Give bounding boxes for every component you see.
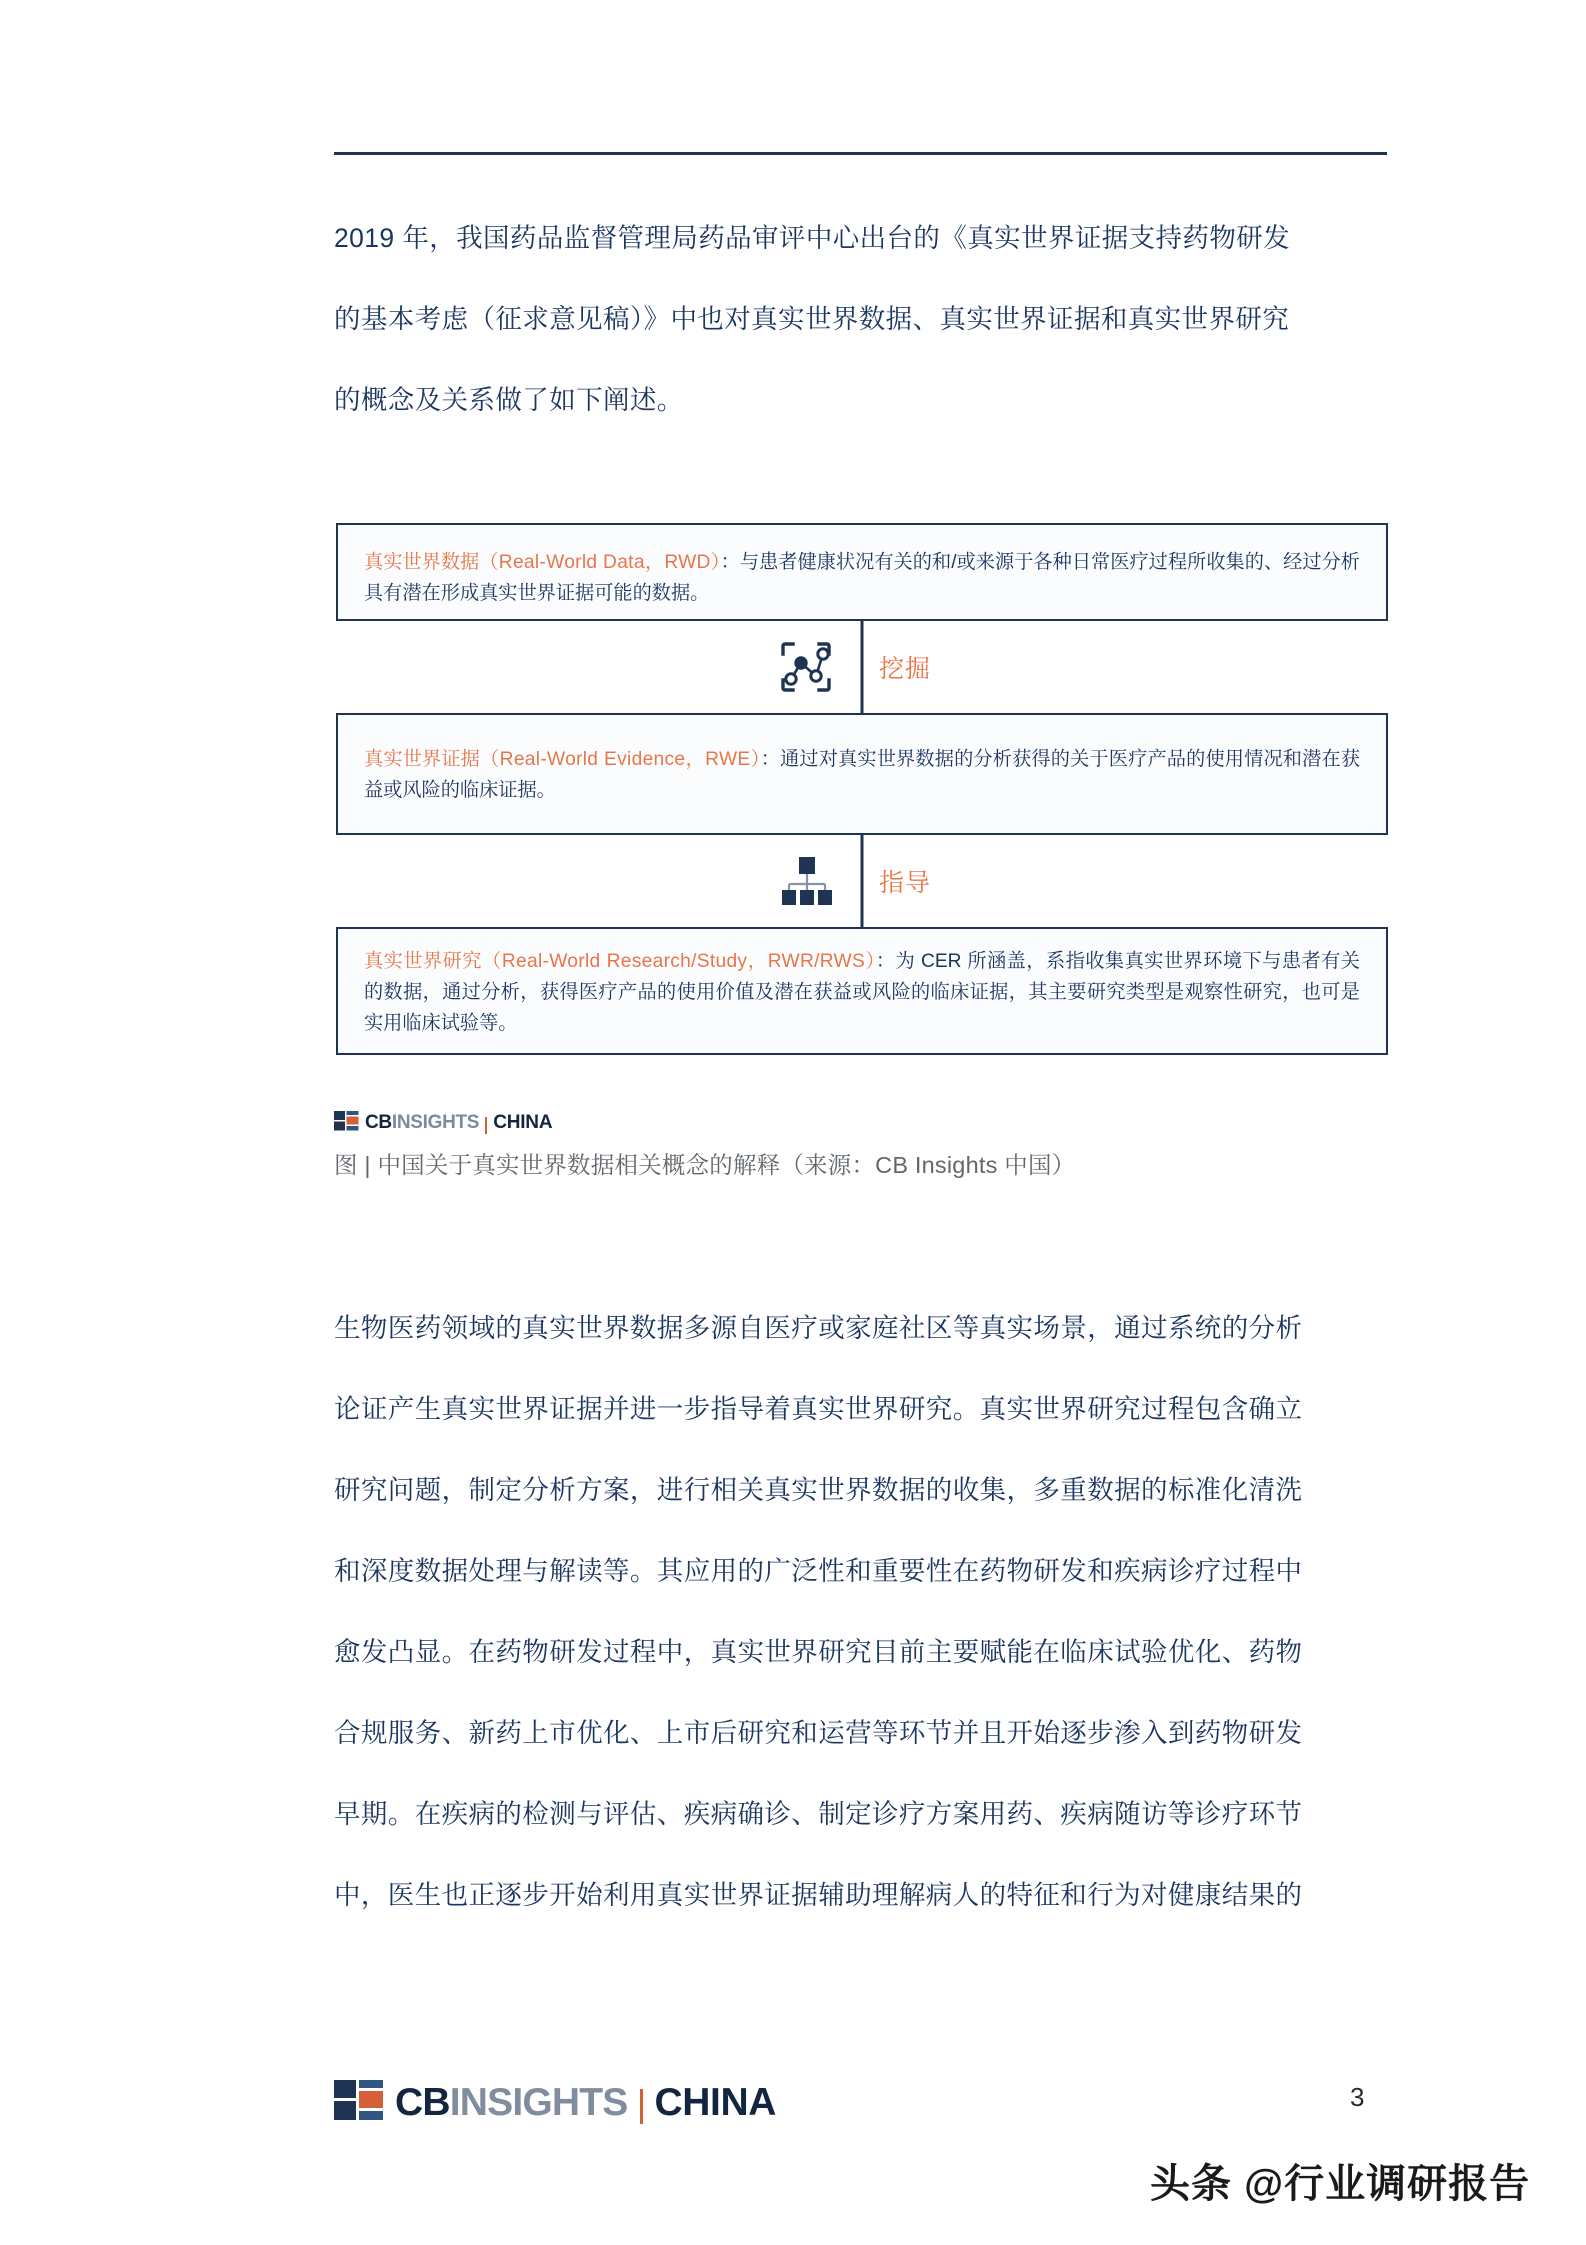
footer-logo-text-cb: CB: [395, 2080, 450, 2124]
connector-guide: [336, 835, 1388, 927]
body-line-5: 愈发凸显。在药物研发过程中，真实世界研究目前主要赋能在临床试验优化、药物: [334, 1637, 1303, 1667]
concept-term-rwr: 真实世界研究: [364, 950, 482, 972]
concept-sep-rwd: ：: [720, 552, 740, 573]
concept-term-rwd: 真实世界数据: [364, 552, 480, 573]
concept-sep-rwr: ：: [875, 950, 896, 972]
concept-text-rwr: [364, 946, 1360, 1039]
intro-line-1: 2019 年，我国药品监督管理局药品审评中心出台的《真实世界证据支持药物研发: [334, 223, 1291, 253]
concept-sep-rwe: ：: [760, 749, 781, 770]
concept-desc-rwd: 与患者健康状况有关的和/或来源于各种日常医疗过程所收集的、经过分析具有潜在形成真实世界证据可能的数据。: [364, 552, 1360, 604]
intro-line-2: 的基本考虑（征求意见稿）》中也对真实世界数据、真实世界证据和真实世界研究: [334, 304, 1290, 334]
concept-term-en-rwr: （Real-World Research/Study，RWR/RWS）: [481, 950, 876, 972]
hierarchy-icon: [759, 855, 855, 907]
body-line-4: 和深度数据处理与解读等。其应用的广泛性和重要性在药物研发和疾病诊疗过程中: [334, 1556, 1303, 1586]
footer-cbinsights-china-logo: [334, 2080, 776, 2125]
connector-excavate: [336, 621, 1388, 713]
concept-box-rwe: [336, 713, 1388, 835]
concept-text-rwd: [364, 547, 1360, 609]
cbinsights-logo-mark: [334, 1111, 359, 1136]
concept-box-rwr: [336, 927, 1388, 1055]
footer-logo-divider: [640, 2089, 643, 2124]
body-line-6: 合规服务、新药上市优化、上市后研究和运营等环节并且开始逐步渗入到药物研发: [334, 1718, 1303, 1748]
connector-label-guide: 指导: [879, 869, 932, 897]
header-rule: [334, 152, 1387, 155]
main-paragraph: [334, 1288, 1394, 1936]
body-line-8: 中，医生也正逐步开始利用真实世界证据辅助理解病人的特征和行为对健康结果的: [334, 1880, 1303, 1910]
watermark: 头条 @行业调研报告: [1150, 2162, 1531, 2206]
page-number: 3: [1350, 2082, 1365, 2112]
logo-divider: [485, 1117, 487, 1134]
connector-label-excavate: 挖掘: [879, 655, 932, 683]
concept-term-rwe: 真实世界证据: [364, 749, 481, 770]
concept-desc-rwr: 为 CER 所涵盖，系指收集真实世界环境下与患者有关的数据，通过分析，获得医疗产品的使用价值及潜在获益或风险的临床证据，其主要研究类型是观察性研究，也可是实用临床试验等。: [364, 950, 1360, 1034]
body-line-7: 早期。在疾病的检测与评估、疾病确诊、制定诊疗方案用药、疾病随访等诊疗环节: [334, 1799, 1303, 1829]
concept-box-rwd: [336, 523, 1388, 621]
concept-term-en-rwe: （Real-World Evidence，RWE）: [480, 749, 761, 770]
body-line-3: 研究问题，制定分析方案，进行相关真实世界数据的收集，多重数据的标准化清洗: [334, 1475, 1303, 1505]
footer-logo-mark: [334, 2080, 384, 2125]
figure-source-block: [334, 1112, 1075, 1180]
logo-text-china: CHINA: [493, 1112, 553, 1133]
intro-line-3: 的概念及关系做了如下阐述。: [334, 385, 684, 415]
concept-text-rwe: [364, 744, 1360, 806]
body-line-1: 生物医药领域的真实世界数据多源自医疗或家庭社区等真实场景，通过系统的分析: [334, 1313, 1303, 1343]
data-mining-icon: [759, 638, 855, 696]
footer-logo-text-china: CHINA: [654, 2080, 777, 2124]
intro-paragraph: [334, 198, 1394, 441]
figure-caption: 图 | 中国关于真实世界数据相关概念的解释（来源：CB Insights 中国）: [334, 1152, 1076, 1178]
concept-term-en-rwd: （Real-World Data，RWD）: [479, 552, 721, 573]
logo-text-cb: CB: [365, 1112, 392, 1133]
rwd-concept-diagram: [336, 523, 1388, 1055]
concept-desc-rwe: 通过对真实世界数据的分析获得的关于医疗产品的使用情况和潜在获益或风险的临床证据。: [364, 749, 1361, 801]
body-line-2: 论证产生真实世界证据并进一步指导着真实世界研究。真实世界研究过程包含确立: [334, 1394, 1303, 1424]
logo-text-insights: INSIGHTS: [391, 1112, 480, 1133]
cbinsights-china-logo-small: [334, 1112, 1075, 1134]
footer-logo-text-insights: INSIGHTS: [449, 2080, 628, 2124]
